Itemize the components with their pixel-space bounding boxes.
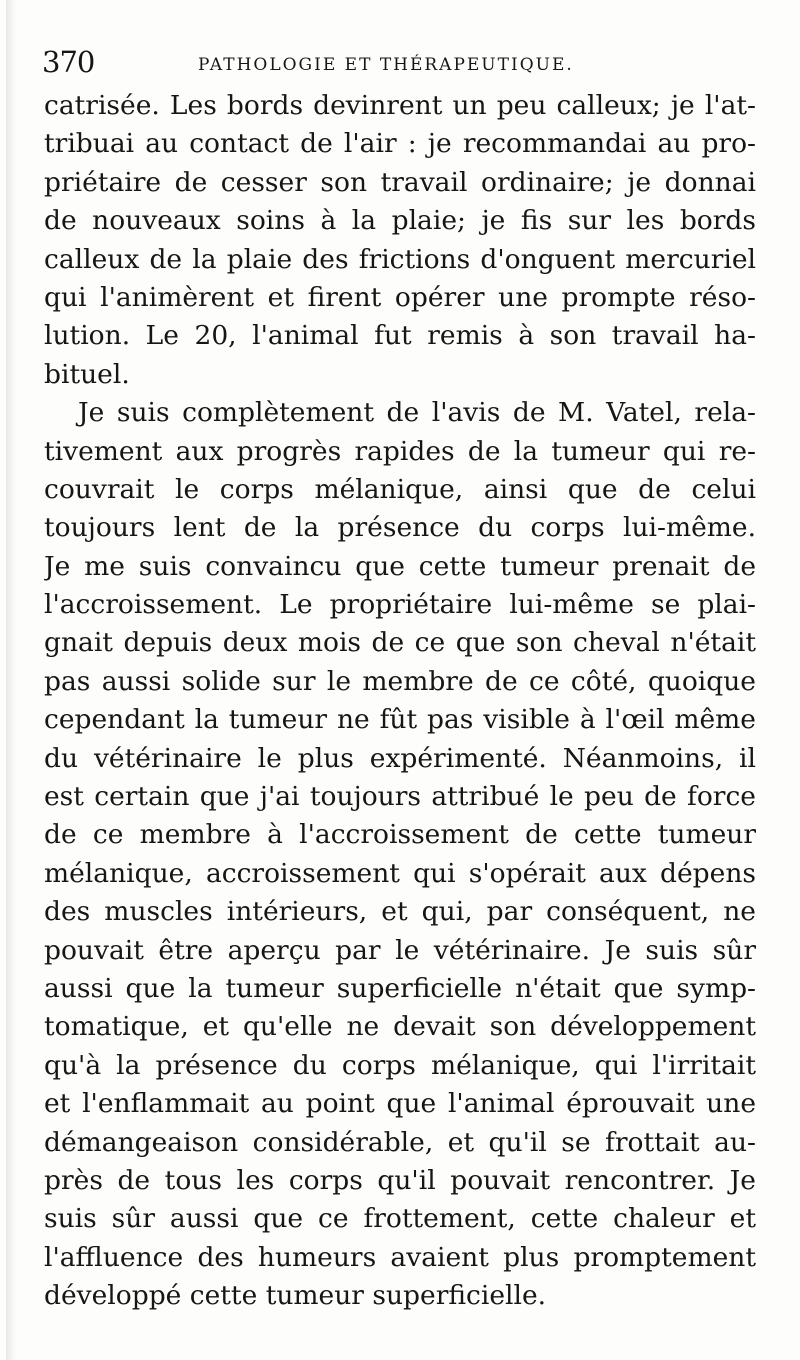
- text-line: pouvait être aperçu par le vétérinaire. Je suis sûr: [44, 934, 756, 966]
- text-line: calleux de la plaie des frictions d'onguent mercuriel: [44, 243, 756, 275]
- text-line: toujours lent de la présence du corps lui-même.: [44, 512, 756, 544]
- text-line: près de tous les corps qu'il pouvait rencontrer. Je: [44, 1164, 756, 1196]
- text-line: tomatique, et qu'elle ne devait son développement: [44, 1011, 756, 1043]
- text-line: couvrait le corps mélanique, ainsi que de celui: [44, 473, 756, 505]
- text-line: du vétérinaire le plus expérimenté. Néanmoins, il: [44, 742, 756, 774]
- text-line: Je me suis convaincu que cette tumeur prenait de: [44, 550, 756, 582]
- page-number: 370: [42, 45, 95, 79]
- text-line: qu'à la présence du corps mélanique, qui l'irritait: [44, 1049, 756, 1081]
- text-line: l'accroissement. Le propriétaire lui-même se plai-: [44, 589, 756, 621]
- text-line: de ce membre à l'accroissement de cette tumeur: [44, 819, 756, 851]
- paragraph-first-line: Je suis complètement de l'avis de M. Vatel, rela-: [78, 397, 756, 429]
- text-line: tribuai au contact de l'air : je recommandai au pro-: [44, 128, 756, 160]
- running-head: [42, 44, 762, 84]
- text-line: gnait depuis deux mois de ce que son cheval n'était: [44, 627, 756, 659]
- text-line: des muscles intérieurs, et qui, par conséquent, ne: [44, 896, 756, 928]
- text-line: et l'enflammait au point que l'animal éprouvait une: [44, 1088, 756, 1120]
- text-line: est certain que j'ai toujours attribué le peu de force: [44, 781, 756, 813]
- text-line: suis sûr aussi que ce frottement, cette chaleur et: [44, 1203, 756, 1235]
- text-line: cependant la tumeur ne fût pas visible à l'œil même: [44, 704, 756, 736]
- text-line: bituel.: [44, 358, 130, 390]
- text-line: de nouveaux soins à la plaie; je fis sur les bords: [44, 205, 756, 237]
- running-title: PATHOLOGIE ET THÉRAPEUTIQUE.: [198, 55, 574, 75]
- text-line: l'affluence des humeurs avaient plus promptement: [44, 1241, 756, 1273]
- body-text: [44, 87, 756, 1316]
- text-line: catrisée. Les bords devinrent un peu calleux; je l'at-: [44, 90, 756, 121]
- text-line: démangeaison considérable, et qu'il se frottait au-: [44, 1126, 756, 1158]
- text-line: mélanique, accroissement qui s'opérait aux dépens: [44, 857, 756, 889]
- text-line: tivement aux progrès rapides de la tumeur qui re-: [44, 435, 756, 467]
- text-line: lution. Le 20, l'animal fut remis à son travail ha-: [44, 320, 756, 352]
- text-line: pas aussi solide sur le membre de ce côté, quoique: [44, 665, 756, 697]
- text-line: priétaire de cesser son travail ordinaire; je donnai: [44, 166, 756, 198]
- text-line: aussi que la tumeur superficielle n'était que symp-: [44, 972, 756, 1004]
- text-line: développé cette tumeur superficielle.: [44, 1280, 547, 1312]
- text-line: qui l'animèrent et firent opérer une prompte réso-: [44, 281, 756, 313]
